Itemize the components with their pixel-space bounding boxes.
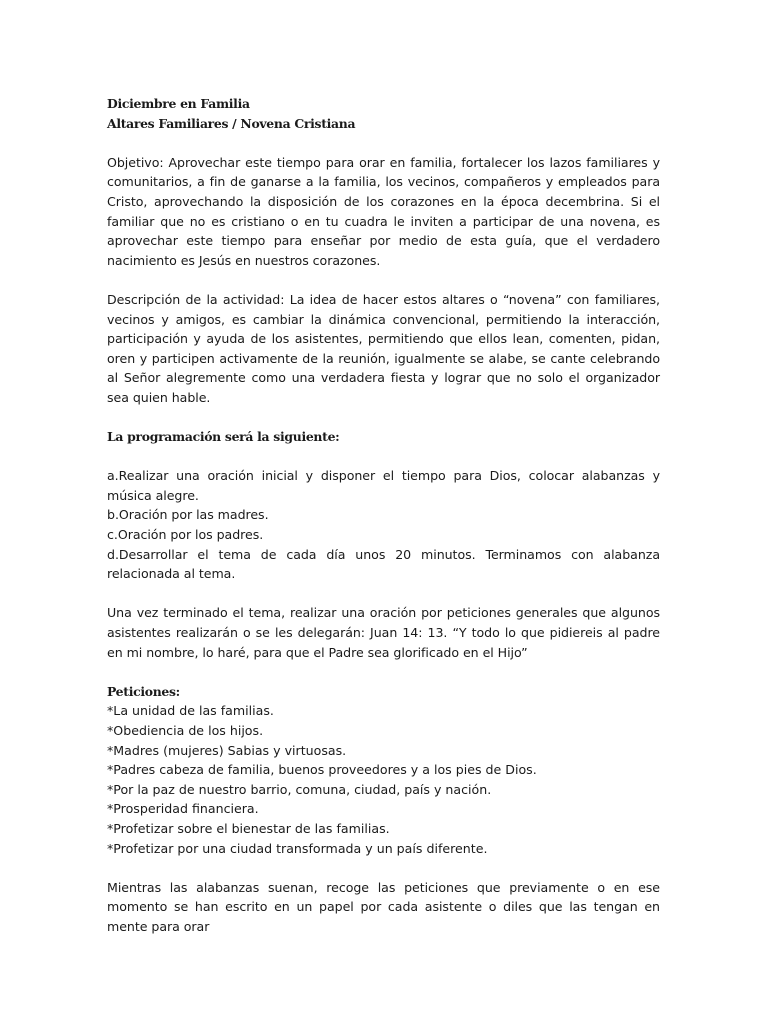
spacer xyxy=(107,408,660,428)
closing-paragraph: Mientras las alabanzas suenan, recoge las peticiones que previamente o en ese momento se han escrito en un papel por cada asistente o diles que las tengan en mente para orar xyxy=(107,879,660,934)
description-paragraph: Descripción de la actividad: La idea de hacer estos altares o “novena” con familiares, vecinos y amigos, es cambiar la dinámica convencional, permitiendo la interacción, participación y ayuda de los asistentes, permitiendo que ellos lean, comenten, pidan, oren y participen activamente de la reunión, igualmente se alabe, se cante celebrando al Señor alegremente como una verdadera fiesta y lograr que no solo el organizador sea quien hable. xyxy=(107,291,660,405)
petitions-heading: Peticiones: xyxy=(107,683,180,699)
spacer xyxy=(107,662,660,682)
spacer xyxy=(107,858,660,878)
petition-item: *Profetizar sobre el bienestar de las familias. xyxy=(107,820,390,836)
objective-paragraph: Objetivo: Aprovechar este tiempo para orar en familia, fortalecer los lazos familiares y comunitarios, a fin de ganarse a la familia, los vecinos, compañeros y empleados para Cristo, aprovechando la disposición de los corazones en la época decembrina. Si el familiar que no es cristiano o en tu cuadra le inviten a participar de una novena, es aprovechar este tiempo para enseñar por medio de esta guía, que el verdadero nacimiento es Jesús en nuestros corazones. xyxy=(107,154,660,268)
petition-item: *La unidad de las familias. xyxy=(107,703,274,719)
petition-item: *Obediencia de los hijos. xyxy=(107,723,264,738)
schedule-step: a.Realizar una oración inicial y disponer el tiempo para Dios, colocar alabanzas y música alegre. xyxy=(107,468,660,503)
petition-item: *Profetizar por una ciudad transformada y un país diferente. xyxy=(107,840,488,856)
petition-item: *Padres cabeza de familia, buenos proveedores y a los pies de Dios. xyxy=(107,762,537,778)
document-title: Diciembre en Familia xyxy=(107,96,250,111)
spacer xyxy=(107,584,660,604)
spacer xyxy=(107,133,660,153)
petition-item: *Madres (mujeres) Sabias y virtuosas. xyxy=(107,742,347,758)
schedule-step: b.Oración por las madres. xyxy=(107,507,269,523)
schedule-heading: La programación será la siguiente: xyxy=(107,429,340,445)
schedule-step: d.Desarrollar el tema de cada día unos 20 minutos. Terminamos con alabanza relacionada al tema. xyxy=(107,546,660,582)
schedule-step: c.Oración por los padres. xyxy=(107,527,264,543)
petitions-intro-paragraph: Una vez terminado el tema, realizar una oración por peticiones generales que algunos asistentes realizarán o se les delegarán: Juan 14: 13. “Y todo lo que pidiereis al padre en mi nombre, lo haré, para que el Padre sea glorificado en el Hijo” xyxy=(107,605,660,660)
schedule-list xyxy=(107,466,660,584)
petitions-list xyxy=(107,701,660,858)
document-subtitle: Altares Familiares / Novena Cristiana xyxy=(107,115,356,131)
petition-item: *Por la paz de nuestro barrio, comuna, ciudad, país y nación. xyxy=(107,781,492,797)
spacer xyxy=(107,447,660,467)
document-page xyxy=(107,94,660,937)
spacer xyxy=(107,270,660,290)
petition-item: *Prosperidad financiera. xyxy=(107,801,259,817)
